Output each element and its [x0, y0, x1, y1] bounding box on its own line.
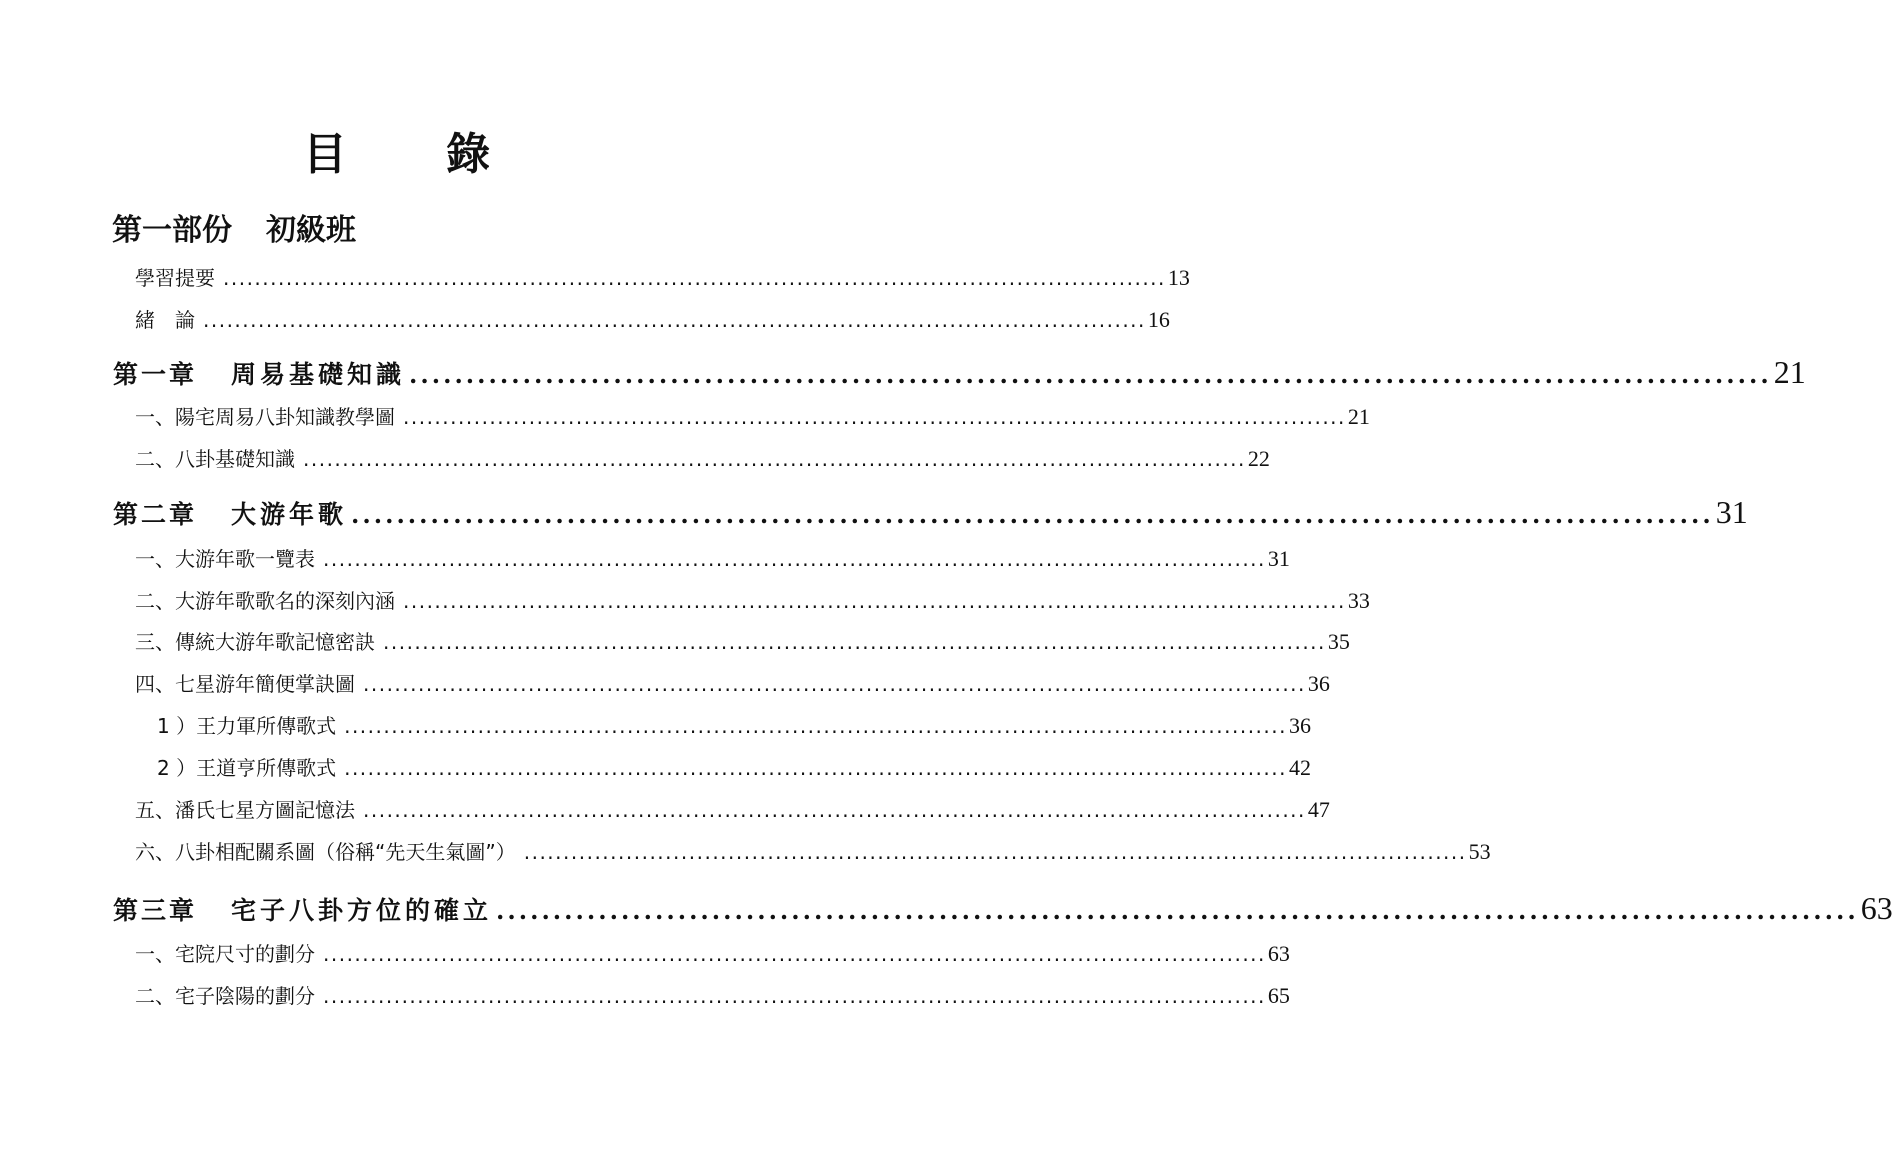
toc-entry-label: 學習提要	[135, 266, 215, 290]
dot-leader: ........................................................................................................................	[403, 589, 1346, 613]
chapter-number: 第一章	[113, 360, 198, 389]
chapter-heading[interactable]	[113, 890, 1893, 927]
toc-entry-page: 53	[1468, 839, 1491, 864]
toc-entry[interactable]	[135, 401, 1370, 430]
toc-entry-label: 一、大游年歌一覽表	[135, 547, 315, 571]
toc-entry-page: 65	[1267, 983, 1290, 1008]
toc-entry-label: 三、傳統大游年歌記憶密訣	[135, 630, 375, 654]
dot-leader: ........................................................................................................................	[363, 672, 1306, 696]
chapter-number: 第三章	[113, 896, 198, 925]
toc-entry-label: 緒 論	[135, 308, 195, 332]
toc-entry-page: 22	[1247, 446, 1270, 471]
chapter-heading[interactable]	[113, 354, 1806, 391]
dot-leader: ........................................................................................................................	[323, 942, 1266, 966]
dot-leader: ........................................................................................................................	[409, 360, 1772, 389]
toc-entry-page: 47	[1307, 797, 1330, 822]
toc-entry-page: 16	[1147, 307, 1170, 332]
toc-entry[interactable]	[135, 794, 1330, 823]
dot-leader: ........................................................................................................................	[344, 756, 1287, 780]
toc-entry-label: 五、潘氏七星方圖記憶法	[135, 798, 355, 822]
toc-entry-page: 63	[1267, 941, 1290, 966]
dot-leader: ........................................................................................................................	[403, 405, 1346, 429]
toc-entry[interactable]	[135, 585, 1370, 614]
toc-entry-page: 36	[1307, 671, 1330, 696]
dot-leader: ........................................................................................................................	[344, 714, 1287, 738]
toc-entry-label: 一、宅院尺寸的劃分	[135, 942, 315, 966]
chapter-title: 周易基礎知識	[231, 360, 406, 389]
dot-leader: ........................................................................................................................	[383, 630, 1326, 654]
toc-entry[interactable]	[135, 668, 1330, 697]
dot-leader: ........................................................................................................................	[496, 896, 1859, 925]
toc-subentry[interactable]	[157, 710, 1311, 739]
dot-leader: ........................................................................................................................	[363, 798, 1306, 822]
toc-entry[interactable]	[135, 836, 1491, 865]
toc-entry[interactable]	[135, 543, 1290, 572]
toc-entry-label: 1 ）王力軍所傳歌式	[157, 714, 337, 738]
dot-leader: ........................................................................................................................	[323, 547, 1266, 571]
part-name: 初級班	[266, 213, 356, 248]
dot-leader: ........................................................................................................................	[351, 500, 1714, 529]
toc-entry-page: 35	[1327, 629, 1350, 654]
dot-leader: ........................................................................................................................	[523, 840, 1467, 864]
dot-leader: ........................................................................................................................	[203, 308, 1146, 332]
chapter-title: 宅子八卦方位的確立	[231, 896, 493, 925]
dot-leader: ........................................................................................................................	[323, 984, 1266, 1008]
dot-leader: ........................................................................................................................	[223, 266, 1166, 290]
toc-entry-page: 33	[1347, 588, 1370, 613]
toc-entry[interactable]	[135, 262, 1190, 291]
part-number: 第一部份	[112, 213, 232, 248]
toc-entry-page: 21	[1347, 404, 1370, 429]
toc-entry-label: 四、七星游年簡便掌訣圖	[135, 672, 355, 696]
toc-entry[interactable]	[135, 980, 1290, 1009]
toc-entry-page: 36	[1288, 713, 1311, 738]
toc-entry[interactable]	[135, 626, 1350, 655]
toc-entry-label: 二、宅子陰陽的劃分	[135, 984, 315, 1008]
toc-entry-label: 二、八卦基礎知識	[135, 447, 295, 471]
toc-entry-label: 一、陽宅周易八卦知識教學圖	[135, 405, 395, 429]
chapter-heading[interactable]	[113, 494, 1748, 531]
toc-entry-page: 42	[1288, 755, 1311, 780]
toc-entry-label: 六、八卦相配關系圖（俗稱“先天生氣圖”）	[135, 840, 516, 864]
toc-subentry[interactable]	[157, 752, 1311, 781]
toc-entry-label: 2 ）王道亨所傳歌式	[157, 756, 337, 780]
toc-entry-page: 13	[1167, 265, 1190, 290]
page-title: 目 錄	[302, 129, 533, 180]
toc-entry[interactable]	[135, 938, 1290, 967]
chapter-number: 第二章	[113, 500, 198, 529]
chapter-title: 大游年歌	[231, 500, 348, 529]
chapter-page: 31	[1715, 494, 1748, 530]
toc-entry[interactable]	[135, 304, 1170, 333]
toc-entry[interactable]	[135, 443, 1270, 472]
toc-entry-label: 二、大游年歌歌名的深刻內涵	[135, 589, 395, 613]
chapter-page: 63	[1860, 890, 1893, 926]
part-heading	[112, 205, 356, 249]
chapter-page: 21	[1773, 354, 1806, 390]
dot-leader: ........................................................................................................................	[303, 447, 1246, 471]
toc-entry-page: 31	[1267, 546, 1290, 571]
